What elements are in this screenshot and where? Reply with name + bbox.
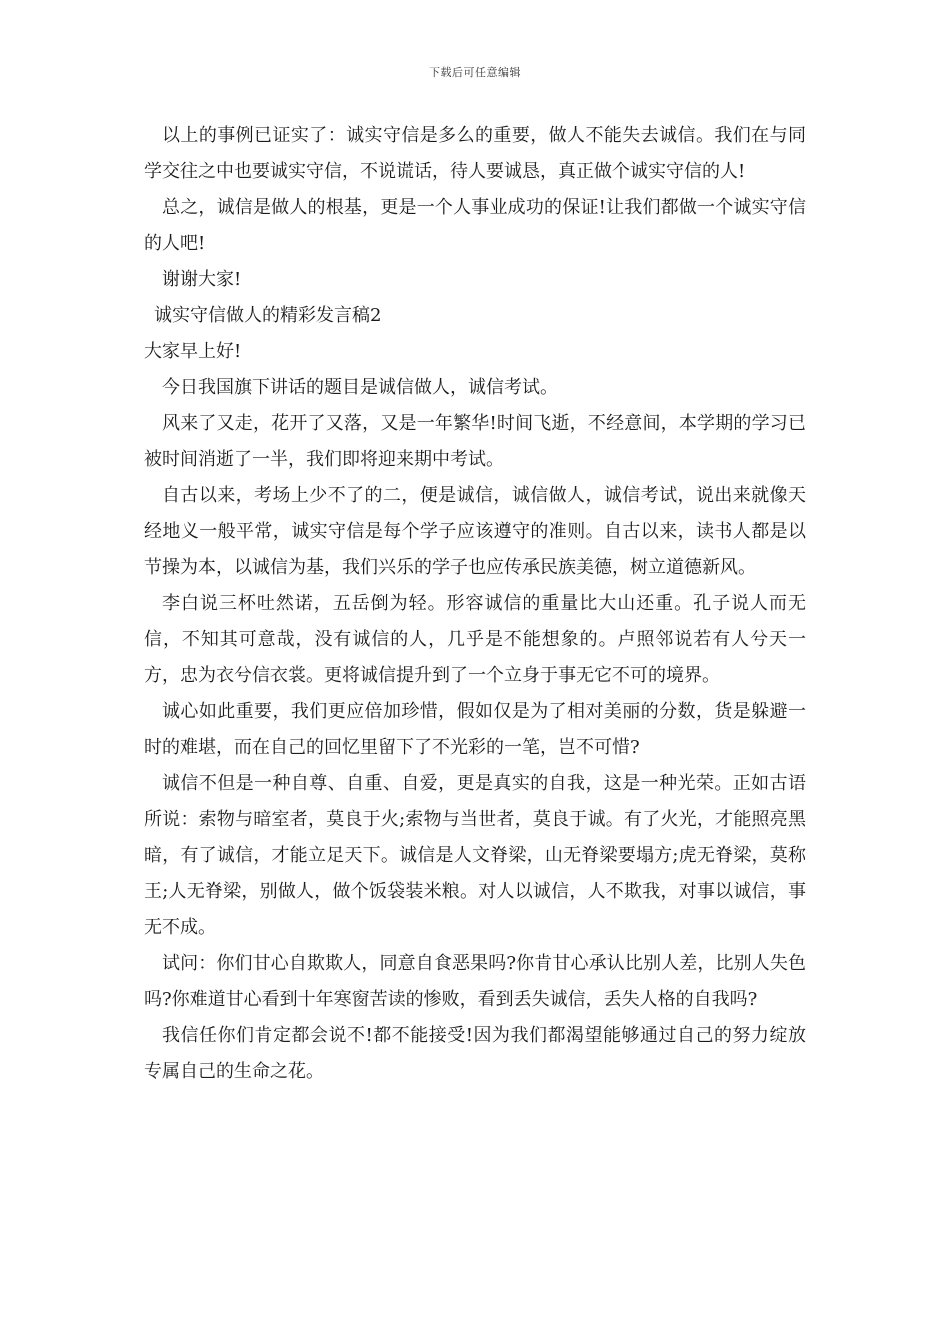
paragraph: 我信任你们肯定都会说不!都不能接受!因为我们都渴望能够通过自己的努力绽放专属自己的生命之花。 (144, 1025, 806, 1082)
paragraph: 以上的事例已证实了：诚实守信是多么的重要，做人不能失去诚信。我们在与同学交往之中也要诚实守信，不说谎话，待人要诚恳，真正做个诚实守信的人! (144, 125, 806, 182)
paragraph: 谢谢大家! (162, 269, 242, 290)
paragraph: 自古以来，考场上少不了的二，便是诚信，诚信做人，诚信考试，说出来就像天经地义一般平常，诚实守信是每个学子应该遵守的准则。自古以来，读书人都是以节操为本，以诚信为基，我们兴乐的学子也应传承民族美德，树立道德新风。 (144, 485, 806, 578)
paragraph: 试问：你们甘心自欺欺人，同意自食恶果吗?你肯甘心承认比别人差，比别人失色吗?你难道甘心看到十年寒窗苦读的惨败，看到丢失诚信，丢失人格的自我吗? (144, 953, 806, 1010)
greeting: 大家早上好! (144, 341, 242, 362)
paragraph: 风来了又走，花开了又落，又是一年繁华!时间飞逝，不经意间，本学期的学习已被时间消逝了一半，我们即将迎来期中考试。 (144, 413, 806, 470)
paragraph: 诚信不但是一种自尊、自重、自爱，更是真实的自我，这是一种光荣。正如古语所说：索物与暗室者，莫良于火;索物与当世者，莫良于诚。有了火光，才能照亮黑暗，有了诚信，才能立足天下。诚信是人文脊梁，山无脊梁要塌方;虎无脊梁，莫称王;人无脊梁，别做人，做个饭袋装米粮。对人以诚信，人不欺我，对事以诚信，事无不成。 (144, 773, 806, 938)
paragraph: 今日我国旗下讲话的题目是诚信做人，诚信考试。 (162, 377, 558, 398)
paragraph: 李白说三杯吐然诺，五岳倒为轻。形容诚信的重量比大山还重。孔子说人而无信，不知其可意哉，没有诚信的人，几乎是不能想象的。卢照邻说若有人兮天一方，忠为衣兮信衣裳。更将诚信提升到了一个立身于事无它不可的境界。 (144, 593, 806, 686)
document-body (144, 118, 806, 1090)
paragraph: 诚心如此重要，我们更应倍加珍惜，假如仅是为了相对美丽的分数，货是躲避一时的难堪，而在自己的回忆里留下了不光彩的一笔，岂不可惜? (144, 701, 806, 758)
paragraph: 总之，诚信是做人的根基，更是一个人事业成功的保证!让我们都做一个诚实守信的人吧! (144, 197, 806, 254)
section-title: 诚实守信做人的精彩发言稿2 (154, 305, 382, 326)
page-header: 下载后可任意编辑 (429, 66, 521, 79)
